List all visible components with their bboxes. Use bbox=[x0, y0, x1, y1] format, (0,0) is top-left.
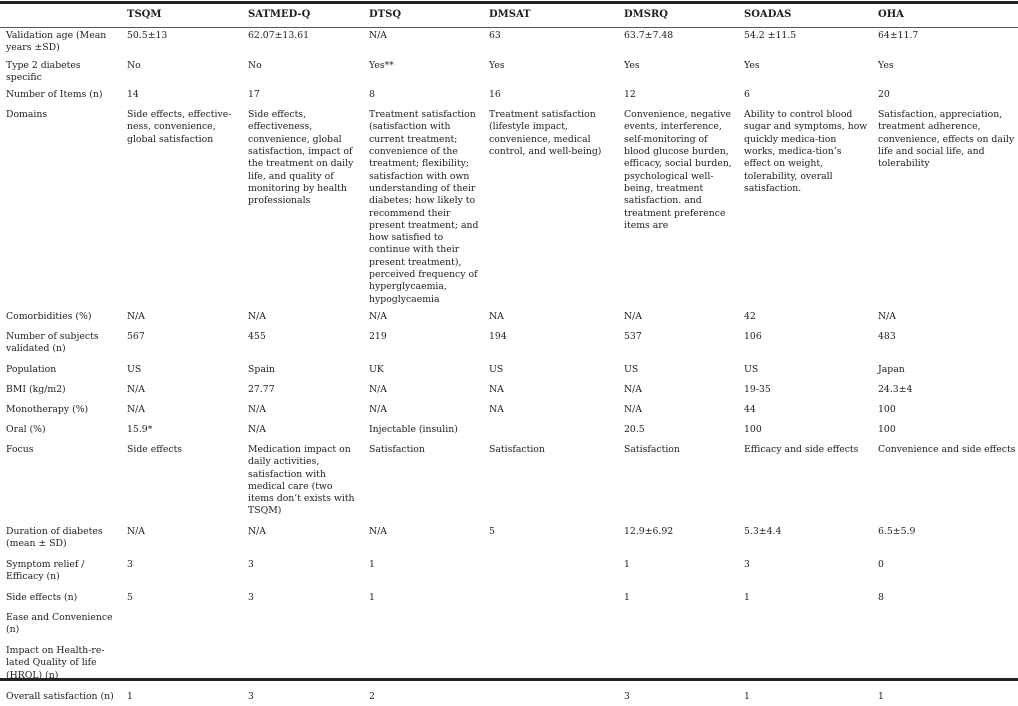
row-label: Ease and Convenience (n) bbox=[6, 611, 113, 636]
table-row bbox=[0, 421, 1018, 441]
table-cell: 3 bbox=[744, 558, 750, 570]
table-cell: 20 bbox=[878, 89, 890, 101]
table-cell: Japan bbox=[878, 363, 905, 375]
header-cell-dmsat: DMSAT bbox=[489, 9, 531, 21]
table-cell: Injectable (insulin) bbox=[369, 423, 458, 435]
table-cell: 1 bbox=[369, 591, 375, 603]
table-cell: 3 bbox=[248, 690, 254, 702]
table-cell bbox=[483, 589, 618, 609]
row-label: Comorbidities (%) bbox=[6, 310, 92, 322]
table-cell: No bbox=[248, 59, 262, 71]
table-cell bbox=[121, 642, 242, 688]
table-cell bbox=[483, 688, 618, 706]
table-row bbox=[0, 57, 1018, 87]
table-row bbox=[0, 688, 1018, 706]
table-cell bbox=[363, 642, 483, 688]
table-cell: N/A bbox=[624, 310, 642, 322]
table-cell: Spain bbox=[248, 363, 275, 375]
table-cell: 106 bbox=[744, 330, 762, 342]
table-cell: NA bbox=[489, 403, 504, 415]
table-cell: 0 bbox=[878, 558, 884, 570]
table-cell: N/A bbox=[369, 525, 387, 537]
table-cell: 27.77 bbox=[248, 383, 275, 395]
table-row bbox=[0, 106, 1018, 308]
table-cell: 14 bbox=[127, 89, 139, 101]
row-label: Overall satisfaction (n) bbox=[6, 690, 114, 702]
table-cell: 8 bbox=[369, 89, 375, 101]
table-cell bbox=[738, 609, 872, 642]
table-cell: N/A bbox=[248, 310, 266, 322]
table-cell: Side effects bbox=[127, 443, 183, 455]
table-cell: 63 bbox=[489, 30, 501, 41]
table-cell: 1 bbox=[744, 591, 750, 603]
header-cell-soadas: SOADAS bbox=[744, 9, 792, 21]
table-cell: N/A bbox=[127, 310, 145, 322]
table-cell bbox=[121, 609, 242, 642]
table-cell: N/A bbox=[127, 403, 145, 415]
table-cell: 63.7±7.48 bbox=[624, 30, 674, 41]
header-cell-tsqm: TSQM bbox=[127, 9, 162, 21]
table-cell: 15.9* bbox=[127, 423, 153, 435]
table-cell: 8 bbox=[878, 591, 884, 603]
table-cell bbox=[872, 609, 1018, 642]
row-label: BMI (kg/m2) bbox=[6, 383, 66, 395]
table-cell: 455 bbox=[248, 330, 266, 342]
row-label: Validation age (Mean years ±SD) bbox=[6, 30, 107, 54]
table-cell: US bbox=[624, 363, 639, 375]
table-cell: 20.5 bbox=[624, 423, 645, 435]
table-row bbox=[0, 401, 1018, 421]
table-cell: 42 bbox=[744, 310, 756, 322]
table-cell: 44 bbox=[744, 403, 756, 415]
table-cell: 64±11.7 bbox=[878, 30, 919, 41]
table-cell: 6.5±5.9 bbox=[878, 525, 916, 537]
table-row bbox=[0, 86, 1018, 106]
table-cell: 219 bbox=[369, 330, 387, 342]
table-cell: N/A bbox=[878, 310, 896, 322]
table-cell: 194 bbox=[489, 330, 507, 342]
table-cell: 100 bbox=[878, 403, 896, 415]
table-cell: 2 bbox=[369, 690, 375, 702]
table-cell bbox=[483, 642, 618, 688]
table-cell: Side effects, effectiveness, convenience, global satisfaction, impact of the treatment on daily life, and quality of monitoring by health professionals bbox=[248, 109, 354, 207]
table-cell: Yes bbox=[489, 59, 505, 71]
table-row bbox=[0, 27, 1018, 57]
table-cell: NA bbox=[489, 310, 504, 322]
table-cell: US bbox=[127, 363, 142, 375]
table-row bbox=[0, 441, 1018, 523]
table-cell bbox=[618, 642, 738, 688]
table-cell: N/A bbox=[369, 310, 387, 322]
table-cell: Satisfaction bbox=[489, 443, 545, 455]
header-cell-satmed-q: SATMED-Q bbox=[248, 9, 311, 21]
row-label: Impact on Health-re-lated Quality of life (HRQL) (n) bbox=[6, 644, 105, 681]
row-label: Monotherapy (%) bbox=[6, 403, 89, 415]
table-cell: 50.5±13 bbox=[127, 30, 168, 41]
table-cell: 3 bbox=[248, 558, 254, 570]
table-row bbox=[0, 556, 1018, 589]
table-cell: 1 bbox=[624, 558, 630, 570]
table-cell: 483 bbox=[878, 330, 896, 342]
table-cell: 100 bbox=[878, 423, 896, 435]
table-cell: 567 bbox=[127, 330, 145, 342]
table-cell: 6 bbox=[744, 89, 750, 101]
table-cell: 5.3±4.4 bbox=[744, 525, 782, 537]
row-label: Number of Items (n) bbox=[6, 89, 103, 101]
table-cell: Satisfaction, appreciation, treatment adherence, convenience, effects on daily life and social life, and tolerability bbox=[878, 109, 1015, 170]
table-cell: 62.07±13.61 bbox=[248, 30, 310, 41]
table-cell: 1 bbox=[369, 558, 375, 570]
table-row bbox=[0, 609, 1018, 642]
table-cell bbox=[483, 556, 618, 589]
table-cell bbox=[363, 609, 483, 642]
table-cell: NA bbox=[489, 383, 504, 395]
table-cell: N/A bbox=[127, 383, 145, 395]
table-cell: 17 bbox=[248, 89, 260, 101]
header-cell-dtsq: DTSQ bbox=[369, 9, 402, 21]
table-cell: N/A bbox=[248, 525, 266, 537]
header-cell-dmsrq: DMSRQ bbox=[624, 9, 668, 21]
row-label: Type 2 diabetes specific bbox=[6, 59, 81, 83]
table-cell bbox=[618, 609, 738, 642]
table-row bbox=[0, 523, 1018, 556]
table-cell bbox=[242, 642, 363, 688]
table-cell: 5 bbox=[489, 525, 495, 537]
table-cell: Satisfaction bbox=[624, 443, 680, 455]
table-cell: 12.9±6.92 bbox=[624, 525, 674, 537]
table-row bbox=[0, 642, 1018, 688]
table-cell: Treatment satisfaction (lifestyle impact, convenience, medical control, and well-being) bbox=[489, 109, 602, 158]
table-cell: US bbox=[489, 363, 504, 375]
table-row bbox=[0, 361, 1018, 381]
row-label: Focus bbox=[6, 443, 34, 455]
table-cell: Convenience, negative events, interference, self-monitoring of blood glucose burden, efficacy, social burden, psychological well-being, treatment satisfaction. and treatment preference items are bbox=[624, 109, 732, 231]
table-row bbox=[0, 328, 1018, 361]
row-label: Population bbox=[6, 363, 57, 375]
table-cell: 5 bbox=[127, 591, 133, 603]
table-cell: 3 bbox=[624, 690, 630, 702]
table-cell: 3 bbox=[127, 558, 133, 570]
table-cell: 100 bbox=[744, 423, 762, 435]
table-cell: N/A bbox=[248, 423, 266, 435]
table-body bbox=[0, 27, 1018, 706]
table-cell: Ability to control blood sugar and symptoms, how quickly medica-tion works, medica-tion’s effect on weight, tolerability, overall satisfaction. bbox=[744, 109, 868, 194]
table-cell: N/A bbox=[369, 30, 387, 41]
table-cell bbox=[738, 642, 872, 688]
table-cell bbox=[483, 609, 618, 642]
header-cell-oha: OHA bbox=[878, 9, 904, 21]
table-cell: N/A bbox=[624, 403, 642, 415]
table-cell: Convenience and side effects bbox=[878, 443, 1016, 455]
table-cell: Satisfaction bbox=[369, 443, 425, 455]
table-cell: No bbox=[127, 59, 141, 71]
table-cell: UK bbox=[369, 363, 384, 375]
table-cell: US bbox=[744, 363, 759, 375]
header-row bbox=[0, 4, 1018, 27]
row-label: Side effects (n) bbox=[6, 591, 78, 603]
header-cell-label bbox=[0, 4, 121, 27]
table-cell: 537 bbox=[624, 330, 642, 342]
questionnaire-comparison-table bbox=[0, 4, 1018, 706]
table-cell: 1 bbox=[624, 591, 630, 603]
table-cell bbox=[242, 609, 363, 642]
table-cell: 1 bbox=[878, 690, 884, 702]
table-cell: 12 bbox=[624, 89, 636, 101]
row-label: Oral (%) bbox=[6, 423, 46, 435]
table-cell: 1 bbox=[744, 690, 750, 702]
table-cell bbox=[483, 421, 618, 441]
table-cell: Treatment satisfaction (satisfaction with current treatment; convenience of the treatment; flexibility; satisfaction with own understanding of their diabetes; how likely to recommend their present treatment; and how satisfied to continue with their present treatment), perceived frequency of hyperglycaemia, hypoglycaemia bbox=[369, 109, 479, 305]
table-row bbox=[0, 589, 1018, 609]
table-cell: 54.2 ±11.5 bbox=[744, 30, 797, 41]
table-cell: Efficacy and side effects bbox=[744, 443, 859, 455]
table-cell: 24.3±4 bbox=[878, 383, 913, 395]
table-cell: N/A bbox=[127, 525, 145, 537]
table-cell: 1 bbox=[127, 690, 133, 702]
table-cell: 3 bbox=[248, 591, 254, 603]
row-label: Duration of diabetes (mean ± SD) bbox=[6, 525, 103, 550]
table-cell: Side effects, effective-ness, convenience, global satisfaction bbox=[127, 109, 232, 145]
row-label: Number of subjects validated (n) bbox=[6, 330, 99, 355]
table-cell: 19-35 bbox=[744, 383, 771, 395]
table-row bbox=[0, 308, 1018, 328]
table-cell: Medication impact on daily activities, satisfaction with medical care (two items don’t exists with TSQM) bbox=[248, 443, 355, 517]
row-label: Symptom relief / Efficacy (n) bbox=[6, 558, 85, 583]
table-cell: 16 bbox=[489, 89, 501, 101]
table-cell bbox=[872, 642, 1018, 688]
table-row bbox=[0, 381, 1018, 401]
table-cell: Yes bbox=[744, 59, 760, 71]
table-cell: Yes bbox=[624, 59, 640, 71]
table-cell: N/A bbox=[369, 403, 387, 415]
table-cell: N/A bbox=[369, 383, 387, 395]
table-cell: Yes bbox=[878, 59, 894, 71]
table-cell: Yes** bbox=[369, 59, 394, 71]
row-label: Domains bbox=[6, 109, 48, 121]
table-cell: N/A bbox=[248, 403, 266, 415]
table-cell: N/A bbox=[624, 383, 642, 395]
